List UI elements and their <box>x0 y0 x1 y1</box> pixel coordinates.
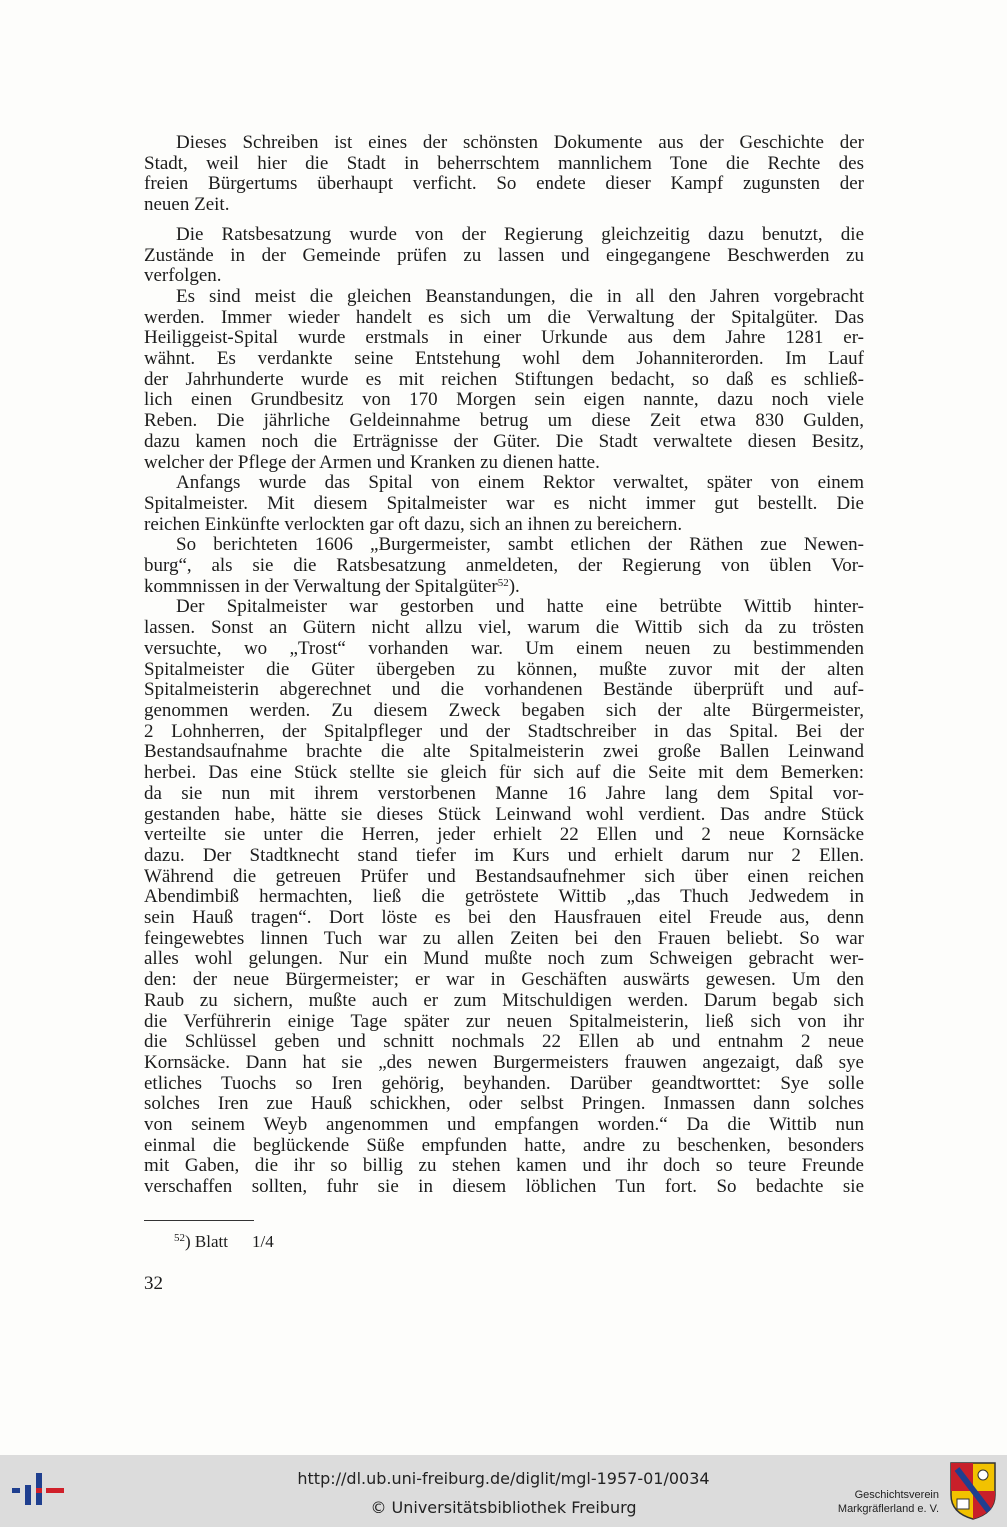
text-line: Anfangs wurde das Spital von einem Rektor verwaltet, später von einem <box>176 472 864 494</box>
text-line: genommen werden. Zu diesem Zweck begaben sich der alte Bürgermeister, <box>144 699 864 721</box>
text-line: Raub zu sichern, mußte auch er zum Mitschuldigen werden. Darum begab sich <box>144 989 864 1011</box>
text-line: von seinem Weyb angenommen und empfangen worden.“ Da die Wittib nun <box>144 1114 864 1136</box>
footer-copyright: © Universitätsbibliothek Freiburg <box>370 1498 637 1517</box>
text-line: lich einen Grundbesitz von 170 Morgen sein eigen nannte, dazu noch viele <box>144 389 864 411</box>
text-line: etliches Tuochs so Iren gehörig, beyhanden. Darüber geandtworttet: Sye solle <box>144 1072 864 1094</box>
text-line: Spitalmeister die Güter übergeben zu können, mußte zuvor mit der alten <box>144 658 864 680</box>
verein-line-2: Markgräflerland e. V. <box>837 1503 939 1515</box>
text-line: verschaffen sollten, fuhr sie in diesem löblichen Tun fort. So bedachte sie <box>144 1176 864 1198</box>
viewer-footer <box>0 1455 1007 1527</box>
text-line: Während die getreuen Prüfer und Bestandsaufnehmer sich über einen reichen <box>144 865 864 887</box>
text-line: Dieses Schreiben ist eines der schönsten Dokumente aus der Geschichte der <box>176 132 864 153</box>
text-line: Zustände in der Gemeinde prüfen zu lassen und eingegangene Beschwerden zu <box>144 244 864 266</box>
text-line: verteilte sie unter die Herren, jeder erhielt 22 Ellen und 2 neue Kornsäcke <box>144 824 864 846</box>
footnote-paren: ) <box>185 1232 191 1251</box>
text-line: Der Spitalmeister war gestorben und hatte eine betrübte Wittib hinter- <box>176 596 864 618</box>
text-line: Abendimbiß hermachten, ließ die getröstete Wittib „das Thuch Jedwedem in <box>144 886 864 908</box>
text-line: wähnt. Es verdankte seine Entstehung wohl dem Johanniterorden. Im Lauf <box>144 348 864 370</box>
text-line: Heiliggeist-Spital wurde erstmals in einer Urkunde aus dem Jahre 1281 er- <box>144 327 864 349</box>
text-line: einmal die beglückende Süße empfunden hatte, andre zu beschenken, besonders <box>144 1134 864 1156</box>
text-line: alles wohl gelungen. Nur ein Mund mußte noch zum Schweigen gebracht wer- <box>144 948 864 970</box>
text-line: dazu. Der Stadtknecht stand tiefer im Kurs und erhielt darum nur 2 Ellen. <box>144 844 864 866</box>
text-line: Kornsäcke. Dann hat sie „des newen Burgermeisters frauwen angezaigt, daß sye <box>144 1051 864 1073</box>
paragraph <box>144 133 864 216</box>
text-line: werden. Immer wieder handelt es sich um die Verwaltung der Spitalgüter. Das <box>144 306 864 328</box>
text-line: versuchte, wo „Trost“ vorhanden war. Um einem neuen zu bestimmenden <box>144 637 864 659</box>
text-line: 2 Lohnherren, der Spitalpfleger und der Stadtschreiber in das Spital. Bei der <box>144 720 864 742</box>
text-line: verfolgen. <box>144 265 222 287</box>
text-line: die Verführerin einige Tage später zur neuen Spitalmeisterin, ließ sich von ihr <box>144 1010 864 1032</box>
footnote-text: Blatt <box>194 1232 228 1251</box>
paragraph <box>144 287 864 473</box>
text-line: lassen. Sonst an Gütern nicht allzu viel, warum die Wittib sich da zu trösten <box>144 617 864 639</box>
verein-label <box>838 1488 939 1516</box>
text-line: Spitalmeister. Mit diesem Spitalmeister war es nicht immer gut bestellt. Die <box>144 492 864 514</box>
text-line: dazu kamen noch die Erträgnisse der Güter. Die Stadt verwaltete diesen Besitz, <box>144 430 864 452</box>
footnote-ref-tail: ). <box>508 575 520 597</box>
footnote-divider <box>144 1220 254 1221</box>
text-line: feingewebtes linnen Tuch war zu allen Zeiten bei den Frauen beliebt. So war <box>144 927 864 949</box>
body-text <box>144 133 864 1198</box>
footnote-ref: 1/4 <box>251 1232 274 1251</box>
coat-of-arms-icon[interactable] <box>949 1461 997 1521</box>
text-line: freien Bürgertums überhaupt verficht. So endete dieser Kampf zugunsten der <box>144 173 864 195</box>
footnote-reference[interactable]: 52 <box>497 576 509 589</box>
footer-url-link[interactable]: http://dl.ub.uni-freiburg.de/diglit/mgl-1957-01/0034 <box>297 1469 710 1488</box>
text-line: neuen Zeit. <box>144 194 230 216</box>
text-line: Es sind meist die gleichen Beanstandungen, die in all den Jahren vorgebracht <box>176 285 864 307</box>
verein-line-1: Geschichtsverein <box>854 1489 939 1501</box>
text-line: Reben. Die jährliche Geldeinnahme betrug um diese Zeit etwa 830 Gulden, <box>144 410 864 432</box>
page-number: 32 <box>144 1273 163 1294</box>
paragraph <box>144 535 864 597</box>
text-line: burg“, als sie die Ratsbesatzung anmeldeten, der Regierung von üblen Vor- <box>144 555 864 577</box>
text-line: Die Ratsbesatzung wurde von der Regierung gleichzeitig dazu benutzt, die <box>176 223 864 245</box>
text-line: den: der neue Bürgermeister; er war in Geschäften auswärts gewesen. Um den <box>144 969 864 991</box>
text-line: So berichteten 1606 „Burgermeister, sambt etlichen der Räthen zue Newen- <box>176 534 864 556</box>
paragraph <box>144 225 864 287</box>
footnote <box>174 1232 274 1252</box>
text-line: der Jahrhunderte wurde es mit reichen Stiftungen bedacht, so daß es schließ- <box>144 368 864 390</box>
text-line: herbei. Das eine Stück stellte sie gleich für sich auf die Seite mit dem Bemerken: <box>144 762 864 784</box>
text-line: reichen Einkünfte verlockten gar oft dazu, sich an ihnen zu bereichern. <box>144 513 683 535</box>
text-line: die Schlüssel geben und schnitt nochmals 22 Ellen ab und entnahm 2 neue <box>144 1031 864 1053</box>
paragraph <box>144 597 864 1197</box>
text-line: Bestandsaufnahme brachte die alte Spitalmeisterin zwei große Ballen Leinwand <box>144 741 864 763</box>
text-line: gestanden habe, hätte sie dieses Stück Leinwand wohl verdient. Das andre Stück <box>144 803 864 825</box>
text-line: Spitalmeisterin abgerechnet und die vorhandenen Bestände überprüft und auf- <box>144 679 864 701</box>
paragraph <box>144 473 864 535</box>
text-line: solches Iren zue Hauß schickhen, oder selbst Pringen. Inmassen dann solches <box>144 1093 864 1115</box>
text-line: da sie nun mit ihrem verstorbenen Manne 16 Jahre lang dem Spital vor- <box>144 782 864 804</box>
text-line: kommnissen in der Verwaltung der Spitalgüter$^{52}$). <box>144 575 520 597</box>
text-line: mit Gaben, die ihr so billig zu stehen kamen und ihr doch so teure Freunde <box>144 1155 864 1177</box>
text-line: sein Hauß tragen“. Dort löste es bei den Hausfrauen eitel Freude aus, denn <box>144 907 864 929</box>
text-line: Stadt, weil hier die Stadt in beherrschtem mannlichem Tone die Rechte des <box>144 152 864 174</box>
footnote-number: 52 <box>174 1232 185 1244</box>
text-line: welcher der Pflege der Armen und Kranken zu dienen hatte. <box>144 451 600 473</box>
